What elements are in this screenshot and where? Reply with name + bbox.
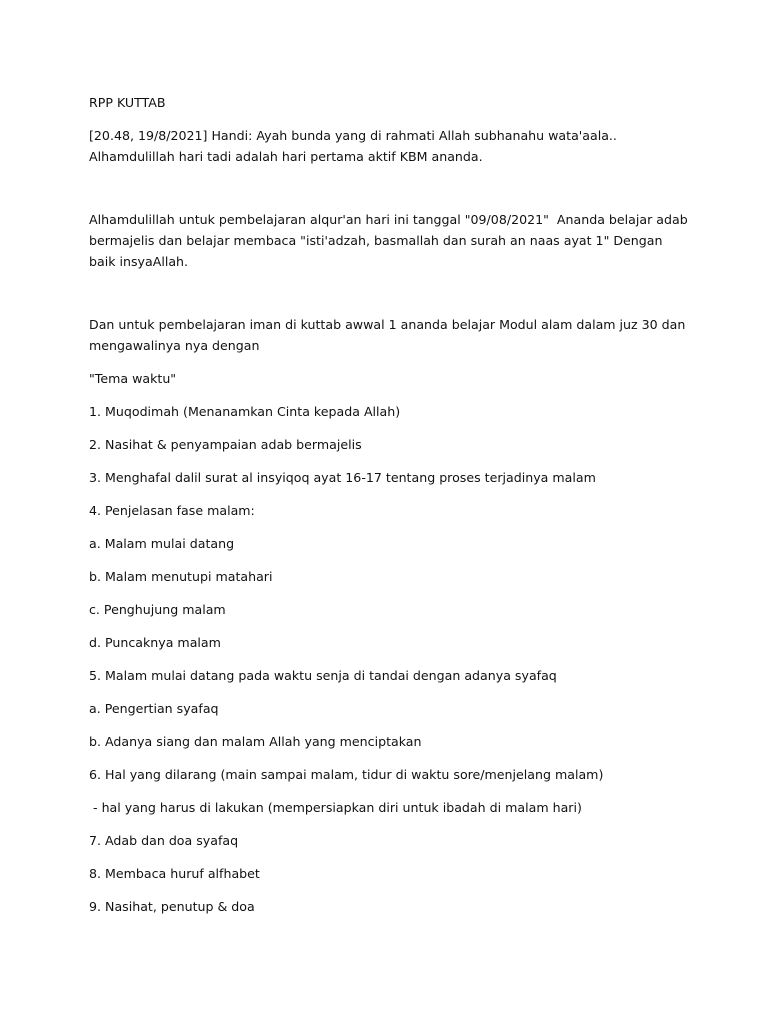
list-item: 3. Menghafal dalil surat al insyiqoq ayat 16-17 tentang proses terjadinya malam xyxy=(89,470,596,485)
list-item: d. Puncaknya malam xyxy=(89,635,221,650)
list-item: 1. Muqodimah (Menanamkan Cinta kepada Allah) xyxy=(89,404,401,419)
list-item: 7. Adab dan doa syafaq xyxy=(89,833,239,848)
list-item: a. Malam mulai datang xyxy=(89,536,235,551)
list-item: 9. Nasihat, penutup & doa xyxy=(89,899,255,914)
list-item: 8. Membaca huruf alfhabet xyxy=(89,866,260,881)
theme-heading: "Tema waktu" xyxy=(89,371,177,386)
list-item: - hal yang harus di lakukan (mempersiapkan diri untuk ibadah di malam hari) xyxy=(89,800,582,815)
list-item: a. Pengertian syafaq xyxy=(89,701,219,716)
document-title: RPP KUTTAB xyxy=(89,95,166,110)
list-item: 6. Hal yang dilarang (main sampai malam, tidur di waktu sore/menjelang malam) xyxy=(89,767,604,782)
iman-paragraph: Dan untuk pembelajaran iman di kuttab awwal 1 ananda belajar Modul alam dalam juz 30 dan mengawalinya nya dengan xyxy=(89,317,690,353)
list-item: b. Malam menutupi matahari xyxy=(89,569,273,584)
intro-paragraph: [20.48, 19/8/2021] Handi: Ayah bunda yang di rahmati Allah subhanahu wata'aala.. Alhamdulillah hari tadi adalah hari pertama aktif KBM ananda. xyxy=(89,128,621,164)
quran-paragraph: Alhamdulillah untuk pembelajaran alqur'an hari ini tanggal "09/08/2021" Ananda belajar adab bermajelis dan belajar membaca "isti'adzah, basmallah dan surah an naas ayat 1" Dengan baik insyaAllah. xyxy=(89,212,692,269)
list-item: 4. Penjelasan fase malam: xyxy=(89,503,255,518)
list-item: 5. Malam mulai datang pada waktu senja di tandai dengan adanya syafaq xyxy=(89,668,557,683)
list-item: 2. Nasihat & penyampaian adab bermajelis xyxy=(89,437,362,452)
document-body xyxy=(89,92,692,929)
list-item: c. Penghujung malam xyxy=(89,602,226,617)
list-item: b. Adanya siang dan malam Allah yang menciptakan xyxy=(89,734,422,749)
